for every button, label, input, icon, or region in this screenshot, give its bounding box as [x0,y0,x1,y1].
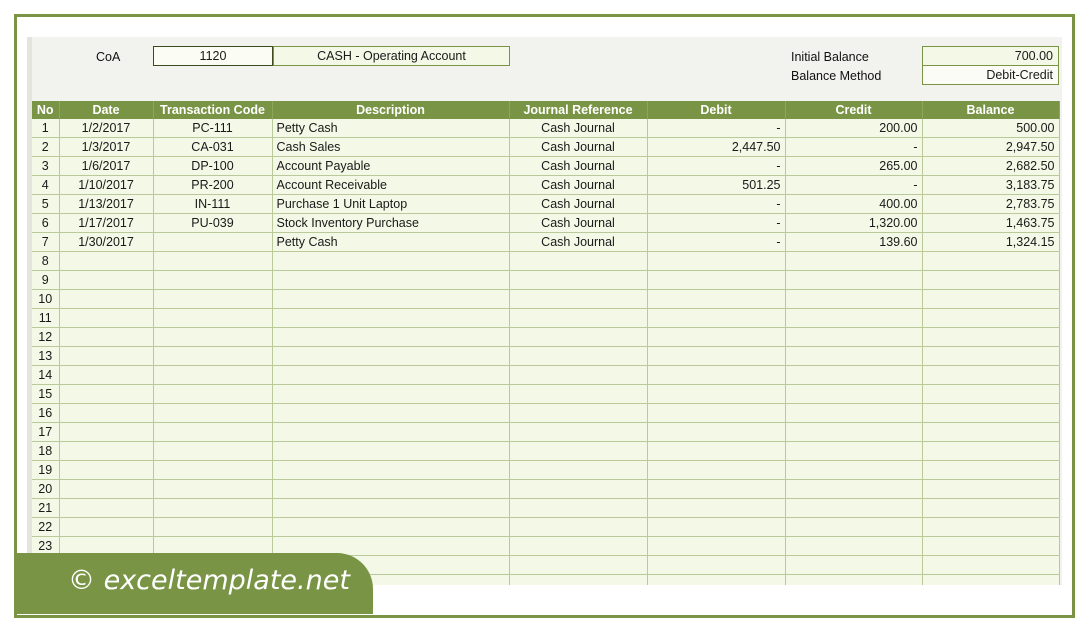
description-cell[interactable] [272,385,509,404]
balance-cell[interactable] [922,366,1059,385]
date-cell[interactable] [59,347,153,366]
row-number-cell[interactable]: 7 [32,233,59,252]
description-cell[interactable]: Petty Cash [272,233,509,252]
transaction-code-cell[interactable]: DP-100 [153,157,272,176]
table-row [32,499,1059,518]
balance-cell[interactable] [922,461,1059,480]
transaction-code-cell[interactable]: CA-031 [153,138,272,157]
balance-cell[interactable] [922,442,1059,461]
date-cell[interactable] [59,442,153,461]
table-row [32,347,1059,366]
description-cell[interactable] [272,423,509,442]
transaction-code-cell[interactable] [153,461,272,480]
journal-reference-cell[interactable] [509,404,647,423]
journal-reference-cell[interactable]: Cash Journal [509,195,647,214]
balance-cell[interactable] [922,556,1059,575]
description-cell[interactable]: Petty Cash [272,119,509,138]
debit-cell[interactable] [647,252,785,271]
debit-cell[interactable]: - [647,233,785,252]
journal-reference-cell[interactable] [509,442,647,461]
debit-cell[interactable]: - [647,195,785,214]
balance-cell[interactable] [922,480,1059,499]
balance-cell[interactable] [922,518,1059,537]
debit-cell[interactable]: - [647,157,785,176]
table-row [32,442,1059,461]
table-row [32,214,1059,233]
description-cell[interactable]: Cash Sales [272,138,509,157]
table-row [32,461,1059,480]
initial-balance-label: Initial Balance [791,50,869,64]
date-cell[interactable]: 1/2/2017 [59,119,153,138]
table-row [32,290,1059,309]
debit-cell[interactable]: 2,447.50 [647,138,785,157]
credit-cell[interactable]: - [785,138,922,157]
row-number-cell[interactable]: 13 [32,347,59,366]
description-cell[interactable] [272,499,509,518]
row-number-cell[interactable]: 11 [32,309,59,328]
table-row [32,309,1059,328]
balance-cell[interactable] [922,290,1059,309]
credit-cell[interactable] [785,480,922,499]
credit-cell[interactable] [785,461,922,480]
table-header-row [32,101,1059,119]
balance-cell[interactable] [922,385,1059,404]
balance-cell[interactable]: 2,947.50 [922,138,1059,157]
transaction-code-cell[interactable] [153,347,272,366]
balance-cell[interactable]: 1,463.75 [922,214,1059,233]
coa-label: CoA [96,50,121,64]
column-header-description[interactable]: Description [272,101,509,119]
description-cell[interactable]: Stock Inventory Purchase [272,214,509,233]
table-body [32,119,1059,585]
debit-cell[interactable] [647,499,785,518]
credit-cell[interactable] [785,290,922,309]
credit-cell[interactable]: 265.00 [785,157,922,176]
table-row [32,404,1059,423]
debit-cell[interactable] [647,575,785,586]
date-cell[interactable] [59,480,153,499]
description-cell[interactable] [272,252,509,271]
debit-cell[interactable] [647,537,785,556]
debit-cell[interactable] [647,518,785,537]
credit-cell[interactable] [785,575,922,586]
description-cell[interactable] [272,442,509,461]
credit-cell[interactable] [785,252,922,271]
credit-cell[interactable] [785,442,922,461]
date-cell[interactable] [59,328,153,347]
transaction-code-cell[interactable] [153,290,272,309]
debit-cell[interactable] [647,347,785,366]
balance-cell[interactable] [922,309,1059,328]
debit-cell[interactable] [647,290,785,309]
description-cell[interactable] [272,480,509,499]
debit-cell[interactable] [647,423,785,442]
table-row [32,366,1059,385]
transaction-code-cell[interactable] [153,404,272,423]
transaction-code-cell[interactable] [153,499,272,518]
date-cell[interactable] [59,423,153,442]
transaction-code-cell[interactable]: PC-111 [153,119,272,138]
balance-cell[interactable] [922,252,1059,271]
credit-cell[interactable] [785,404,922,423]
table-row [32,423,1059,442]
balance-cell[interactable]: 500.00 [922,119,1059,138]
credit-cell[interactable] [785,423,922,442]
journal-reference-cell[interactable]: Cash Journal [509,138,647,157]
transaction-code-cell[interactable] [153,423,272,442]
balance-cell[interactable] [922,575,1059,586]
description-cell[interactable] [272,290,509,309]
description-cell[interactable] [272,328,509,347]
journal-reference-cell[interactable] [509,575,647,586]
transaction-code-cell[interactable] [153,252,272,271]
credit-cell[interactable] [785,499,922,518]
date-cell[interactable] [59,309,153,328]
table-row [32,480,1059,499]
debit-cell[interactable] [647,480,785,499]
copyright-text: © exceltemplate.net [68,565,350,596]
description-cell[interactable] [272,309,509,328]
journal-reference-cell[interactable]: Cash Journal [509,176,647,195]
transaction-code-cell[interactable] [153,366,272,385]
debit-cell[interactable] [647,366,785,385]
date-cell[interactable] [59,366,153,385]
row-number-cell[interactable]: 14 [32,366,59,385]
journal-reference-cell[interactable] [509,328,647,347]
balance-cell[interactable] [922,423,1059,442]
journal-reference-cell[interactable] [509,290,647,309]
row-number-cell[interactable]: 5 [32,195,59,214]
debit-cell[interactable] [647,442,785,461]
column-header-balance[interactable]: Balance [922,101,1059,119]
row-number-cell[interactable]: 1 [32,119,59,138]
column-header-debit[interactable]: Debit [647,101,785,119]
copyright-banner [14,553,373,614]
row-number-cell[interactable]: 8 [32,252,59,271]
description-cell[interactable] [272,347,509,366]
credit-cell[interactable]: 139.60 [785,233,922,252]
journal-reference-cell[interactable]: Cash Journal [509,157,647,176]
debit-cell[interactable] [647,328,785,347]
balance-cell[interactable] [922,537,1059,556]
date-cell[interactable] [59,290,153,309]
credit-cell[interactable] [785,366,922,385]
balance-cell[interactable] [922,499,1059,518]
description-cell[interactable] [272,404,509,423]
balance-cell[interactable] [922,404,1059,423]
table-row [32,271,1059,290]
journal-reference-cell[interactable] [509,556,647,575]
template-frame [14,14,1075,618]
debit-cell[interactable] [647,404,785,423]
cash-book-table [32,101,1060,585]
column-header-transaction-code[interactable]: Transaction Code [153,101,272,119]
credit-cell[interactable]: - [785,176,922,195]
transaction-code-cell[interactable]: PU-039 [153,214,272,233]
row-number-cell[interactable]: 20 [32,480,59,499]
journal-reference-cell[interactable]: Cash Journal [509,214,647,233]
transaction-code-cell[interactable] [153,328,272,347]
column-header-date[interactable]: Date [59,101,153,119]
row-number-cell[interactable]: 23 [32,537,59,556]
table-row [32,176,1059,195]
table-row [32,138,1059,157]
balance-cell[interactable]: 2,783.75 [922,195,1059,214]
date-cell[interactable] [59,252,153,271]
balance-method-cell[interactable]: Debit-Credit [922,65,1059,85]
transaction-code-cell[interactable] [153,309,272,328]
credit-cell[interactable] [785,385,922,404]
journal-reference-cell[interactable] [509,480,647,499]
balance-cell[interactable]: 1,324.15 [922,233,1059,252]
table-row [32,385,1059,404]
description-cell[interactable] [272,461,509,480]
table-row [32,518,1059,537]
balance-cell[interactable] [922,347,1059,366]
credit-cell[interactable] [785,537,922,556]
journal-reference-cell[interactable] [509,499,647,518]
credit-cell[interactable] [785,271,922,290]
journal-reference-cell[interactable] [509,461,647,480]
row-number-cell[interactable]: 2 [32,138,59,157]
transaction-code-cell[interactable] [153,385,272,404]
journal-reference-cell[interactable]: Cash Journal [509,119,647,138]
date-cell[interactable] [59,518,153,537]
debit-cell[interactable] [647,309,785,328]
row-number-cell[interactable]: 12 [32,328,59,347]
row-number-cell[interactable]: 19 [32,461,59,480]
row-number-cell[interactable]: 16 [32,404,59,423]
debit-cell[interactable]: - [647,119,785,138]
balance-cell[interactable] [922,271,1059,290]
date-cell[interactable]: 1/30/2017 [59,233,153,252]
initial-balance-cell[interactable]: 700.00 [922,46,1059,66]
date-cell[interactable]: 1/6/2017 [59,157,153,176]
transaction-code-cell[interactable]: IN-111 [153,195,272,214]
balance-cell[interactable]: 3,183.75 [922,176,1059,195]
journal-reference-cell[interactable] [509,423,647,442]
description-cell[interactable] [272,271,509,290]
row-number-cell[interactable]: 22 [32,518,59,537]
row-number-cell[interactable]: 17 [32,423,59,442]
debit-cell[interactable] [647,461,785,480]
row-number-cell[interactable]: 9 [32,271,59,290]
table-row [32,252,1059,271]
table-row [32,157,1059,176]
column-header-journal-reference[interactable]: Journal Reference [509,101,647,119]
description-cell[interactable]: Account Receivable [272,176,509,195]
debit-cell[interactable] [647,556,785,575]
transaction-code-cell[interactable] [153,442,272,461]
row-number-cell[interactable]: 21 [32,499,59,518]
description-cell[interactable] [272,366,509,385]
date-cell[interactable] [59,385,153,404]
date-cell[interactable]: 1/10/2017 [59,176,153,195]
table-row [32,328,1059,347]
row-number-cell[interactable]: 4 [32,176,59,195]
row-number-cell[interactable]: 3 [32,157,59,176]
transaction-code-cell[interactable] [153,518,272,537]
coa-code-cell[interactable]: 1120 [153,46,273,66]
row-number-cell[interactable]: 10 [32,290,59,309]
date-cell[interactable]: 1/17/2017 [59,214,153,233]
transaction-code-cell[interactable] [153,233,272,252]
journal-reference-cell[interactable] [509,271,647,290]
date-cell[interactable] [59,404,153,423]
balance-cell[interactable]: 2,682.50 [922,157,1059,176]
table-row [32,233,1059,252]
debit-cell[interactable] [647,271,785,290]
date-cell[interactable] [59,499,153,518]
debit-cell[interactable] [647,385,785,404]
row-number-cell[interactable]: 18 [32,442,59,461]
description-cell[interactable]: Purchase 1 Unit Laptop [272,195,509,214]
table-row [32,195,1059,214]
journal-reference-cell[interactable] [509,518,647,537]
column-header-no[interactable]: No [32,101,59,119]
date-cell[interactable] [59,271,153,290]
credit-cell[interactable] [785,328,922,347]
account-name-cell[interactable]: CASH - Operating Account [273,46,510,66]
journal-reference-cell[interactable] [509,366,647,385]
journal-reference-cell[interactable]: Cash Journal [509,233,647,252]
row-number-cell[interactable]: 6 [32,214,59,233]
journal-reference-cell[interactable] [509,347,647,366]
balance-method-label: Balance Method [791,69,882,83]
transaction-code-cell[interactable] [153,271,272,290]
debit-cell[interactable]: - [647,214,785,233]
journal-reference-cell[interactable] [509,309,647,328]
table-row [32,119,1059,138]
spreadsheet-area [27,37,1062,585]
description-cell[interactable]: Account Payable [272,157,509,176]
row-number-cell[interactable]: 15 [32,385,59,404]
balance-cell[interactable] [922,328,1059,347]
credit-cell[interactable] [785,309,922,328]
date-cell[interactable] [59,461,153,480]
date-cell[interactable]: 1/3/2017 [59,138,153,157]
credit-cell[interactable]: 1,320.00 [785,214,922,233]
credit-cell[interactable]: 200.00 [785,119,922,138]
column-header-credit[interactable]: Credit [785,101,922,119]
journal-reference-cell[interactable] [509,385,647,404]
credit-cell[interactable]: 400.00 [785,195,922,214]
credit-cell[interactable] [785,518,922,537]
journal-reference-cell[interactable] [509,252,647,271]
date-cell[interactable]: 1/13/2017 [59,195,153,214]
description-cell[interactable] [272,518,509,537]
transaction-code-cell[interactable] [153,480,272,499]
credit-cell[interactable] [785,347,922,366]
journal-reference-cell[interactable] [509,537,647,556]
transaction-code-cell[interactable]: PR-200 [153,176,272,195]
credit-cell[interactable] [785,556,922,575]
debit-cell[interactable]: 501.25 [647,176,785,195]
